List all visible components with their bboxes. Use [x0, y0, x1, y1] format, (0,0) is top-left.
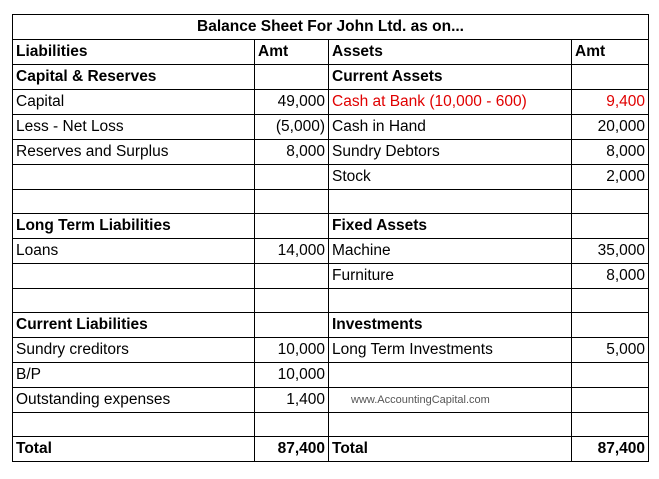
assets-amt-header: Amt [572, 40, 649, 65]
liability-amount [255, 313, 329, 338]
liability-label [13, 190, 255, 214]
asset-label: Cash at Bank (10,000 - 600) [329, 90, 572, 115]
liability-amount: 87,400 [255, 437, 329, 462]
liability-label [13, 413, 255, 437]
table-row [13, 363, 649, 388]
asset-amount [572, 313, 649, 338]
asset-amount: 20,000 [572, 115, 649, 140]
assets-header: Assets [329, 40, 572, 65]
asset-amount [572, 289, 649, 313]
liability-amount: 10,000 [255, 363, 329, 388]
liability-amount [255, 264, 329, 289]
asset-label: Long Term Investments [329, 338, 572, 363]
table-row [13, 338, 649, 363]
asset-amount [572, 65, 649, 90]
liability-label [13, 289, 255, 313]
table-row [13, 65, 649, 90]
liability-label: Outstanding expenses [13, 388, 255, 413]
liability-amount [255, 190, 329, 214]
liabilities-amt-header: Amt [255, 40, 329, 65]
asset-amount: 2,000 [572, 165, 649, 190]
asset-amount: 87,400 [572, 437, 649, 462]
liability-label: Capital & Reserves [13, 65, 255, 90]
asset-amount: 8,000 [572, 264, 649, 289]
liability-label [13, 165, 255, 190]
table-row [13, 437, 649, 462]
liability-amount: 14,000 [255, 239, 329, 264]
table-row [13, 289, 649, 313]
table-row [13, 239, 649, 264]
liability-label: Less - Net Loss [13, 115, 255, 140]
asset-label: Fixed Assets [329, 214, 572, 239]
asset-label: Current Assets [329, 65, 572, 90]
asset-amount: 8,000 [572, 140, 649, 165]
table-row [13, 190, 649, 214]
asset-label [329, 190, 572, 214]
table-row [13, 413, 649, 437]
table-body [13, 65, 649, 462]
table-row [13, 388, 649, 413]
liability-amount: 10,000 [255, 338, 329, 363]
asset-amount: 5,000 [572, 338, 649, 363]
table-row [13, 264, 649, 289]
liability-label: Reserves and Surplus [13, 140, 255, 165]
asset-amount: 9,400 [572, 90, 649, 115]
liability-label: B/P [13, 363, 255, 388]
table-row [13, 90, 649, 115]
title-row [13, 15, 649, 40]
table-row [13, 140, 649, 165]
liability-amount [255, 413, 329, 437]
balance-sheet [12, 14, 648, 466]
asset-amount [572, 363, 649, 388]
asset-label [329, 363, 572, 388]
header-row [13, 40, 649, 65]
asset-amount [572, 413, 649, 437]
liability-amount [255, 165, 329, 190]
liability-label: Total [13, 437, 255, 462]
asset-label: Furniture [329, 264, 572, 289]
liability-amount [255, 214, 329, 239]
asset-label: Sundry Debtors [329, 140, 572, 165]
asset-amount: 35,000 [572, 239, 649, 264]
balance-sheet-table [12, 14, 649, 462]
liability-amount: 8,000 [255, 140, 329, 165]
liability-label: Sundry creditors [13, 338, 255, 363]
liability-amount: 49,000 [255, 90, 329, 115]
asset-label: Total [329, 437, 572, 462]
table-row [13, 115, 649, 140]
table-row [13, 214, 649, 239]
asset-amount [572, 190, 649, 214]
liability-amount [255, 289, 329, 313]
asset-label: Cash in Hand [329, 115, 572, 140]
asset-label: Investments [329, 313, 572, 338]
asset-label [329, 413, 572, 437]
asset-label [329, 289, 572, 313]
liability-label: Current Liabilities [13, 313, 255, 338]
asset-amount [572, 214, 649, 239]
liability-label: Loans [13, 239, 255, 264]
liabilities-header: Liabilities [13, 40, 255, 65]
sheet-title: Balance Sheet For John Ltd. as on... [13, 15, 649, 40]
watermark-text: www.AccountingCapital.com [329, 388, 572, 413]
asset-label: Stock [329, 165, 572, 190]
liability-amount: (5,000) [255, 115, 329, 140]
liability-amount [255, 65, 329, 90]
liability-label [13, 264, 255, 289]
table-row [13, 165, 649, 190]
asset-amount [572, 388, 649, 413]
liability-label: Long Term Liabilities [13, 214, 255, 239]
liability-amount: 1,400 [255, 388, 329, 413]
liability-label: Capital [13, 90, 255, 115]
asset-label: Machine [329, 239, 572, 264]
table-row [13, 313, 649, 338]
